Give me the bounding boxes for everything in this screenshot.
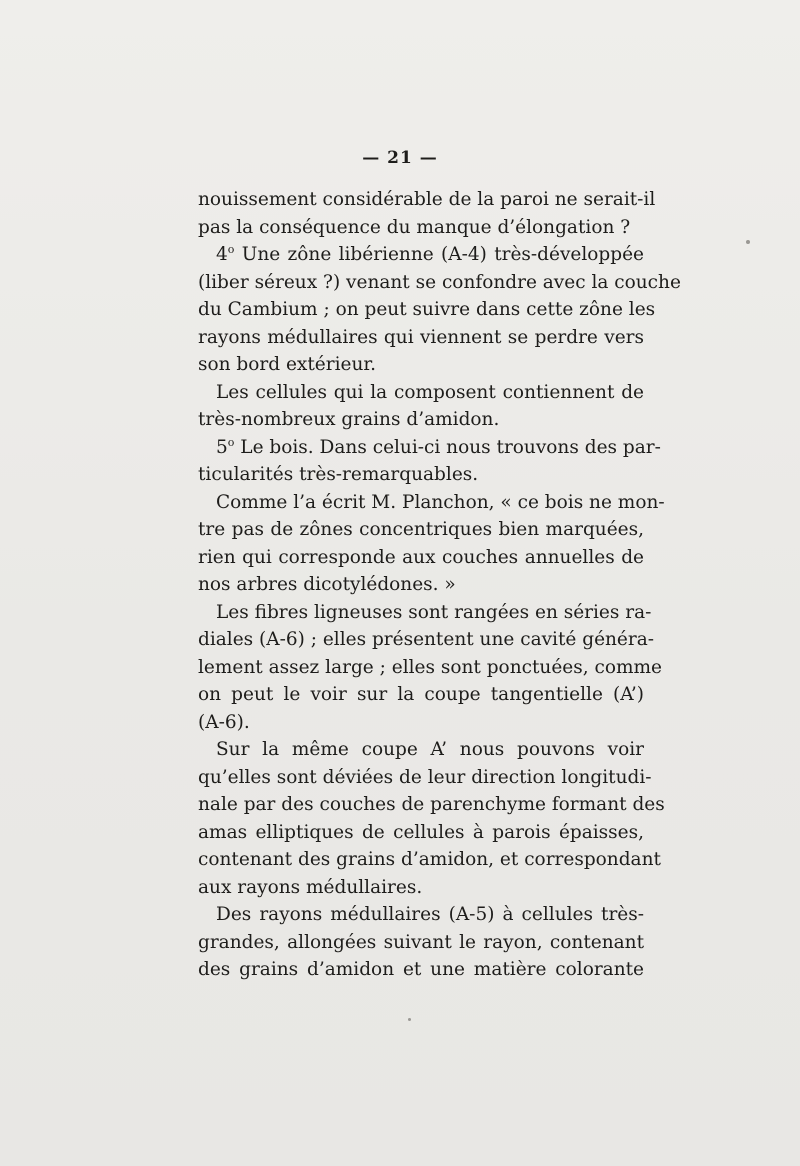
text-line: amas elliptiques de cellules à parois épaisses, (198, 821, 644, 843)
paragraph (198, 736, 665, 901)
paragraph (198, 186, 656, 241)
text-line: nale par des couches de parenchyme formant des (198, 794, 665, 815)
text-line: grandes, allongées suivant le rayon, contenant (198, 931, 644, 953)
text-line: aux rayons médullaires. (198, 876, 423, 898)
text-line: rayons médullaires qui viennent se perdre vers (198, 326, 644, 348)
paragraph (198, 599, 663, 737)
paper-speck (408, 1018, 411, 1021)
text-line: qu’elles sont déviées de leur direction longitudi- (198, 766, 652, 788)
text-line: très-nombreux grains d’amidon. (198, 409, 500, 430)
text-line: Des rayons médullaires (A-5) à cellules très- (216, 904, 644, 925)
text-line: nos arbres dicotylédones. » (198, 574, 456, 595)
paragraph (198, 489, 665, 599)
text-line: (A-6). (198, 711, 250, 733)
text-line: Les fibres ligneuses sont rangées en séries ra- (216, 601, 652, 623)
paragraph (198, 901, 644, 984)
text-line: son bord extérieur. (198, 354, 377, 375)
paragraph (198, 241, 681, 379)
text-line: nouissement considérable de la paroi ne serait-il (198, 189, 656, 210)
text-line: on peut le voir sur la coupe tangentielle (A’) (198, 684, 644, 705)
text-line-rest: Le bois. Dans celui-ci nous trouvons des par- (234, 436, 661, 458)
ordinal-suffix: o (227, 242, 235, 256)
text-line: Comme l’a écrit M. Planchon, « ce bois ne mon- (216, 491, 665, 513)
text-line: Sur la même coupe A’ nous pouvons voir (216, 739, 644, 760)
text-line: lement assez large ; elles sont ponctuées, comme (198, 656, 663, 678)
text-line: Les cellules qui la composent contiennent de (216, 381, 644, 403)
text-line: rien qui corresponde aux couches annuelles de (198, 546, 644, 568)
text-line: des grains d’amidon et une matière colorante (198, 959, 644, 980)
text-line: ticularités très-remarquables. (198, 464, 479, 485)
page-number: — 21 — (362, 148, 438, 168)
text-line: du Cambium ; on peut suivre dans cette zône les (198, 299, 656, 320)
text-line: diales (A-6) ; elles présentent une cavité généra- (198, 629, 655, 650)
body-text (198, 186, 681, 984)
text-line: pas la conséquence du manque d’élongation ? (198, 216, 631, 238)
text-line (198, 434, 661, 462)
text-line: tre pas de zônes concentriques bien marquées, (198, 519, 644, 540)
paragraph (198, 379, 644, 434)
section-ordinal: 5 (216, 436, 228, 458)
text-line: contenant des grains d’amidon, et correspondant (198, 849, 661, 870)
paper-speck (746, 240, 750, 244)
ordinal-suffix: o (227, 435, 235, 449)
text-line (198, 241, 644, 269)
text-line: (liber séreux ?) venant se confondre avec la couche (198, 271, 681, 293)
paragraph (198, 434, 661, 489)
section-ordinal: 4 (216, 244, 228, 265)
text-line-rest: Une zône libérienne (A-4) très-développée (234, 244, 644, 265)
